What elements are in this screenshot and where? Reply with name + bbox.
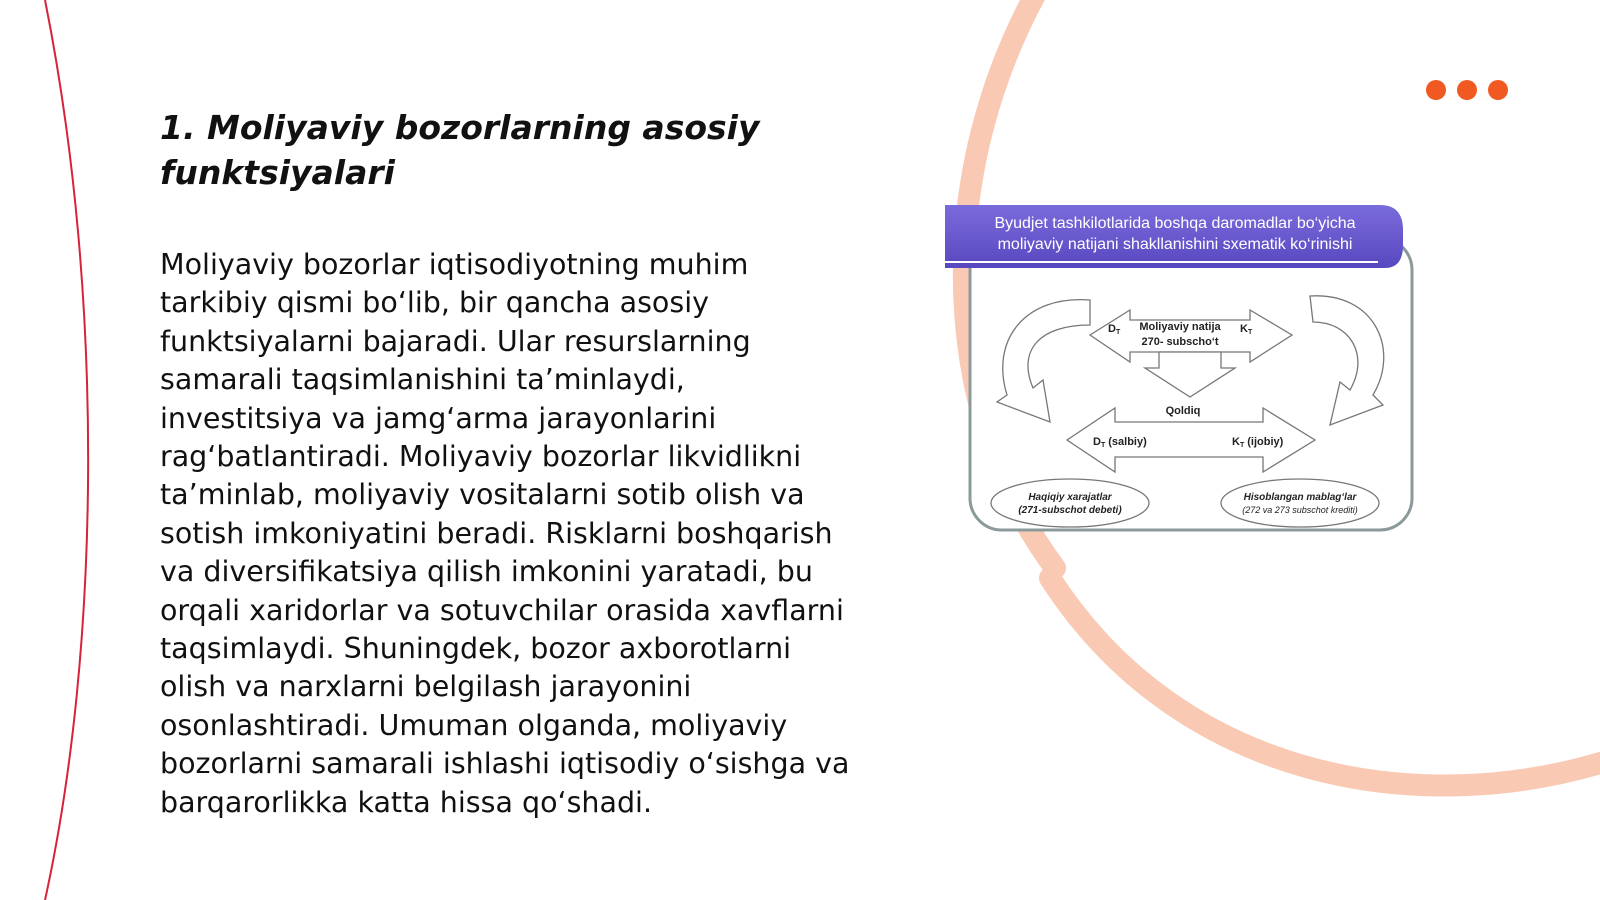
label-bottom-credit: KT (ijobiy)	[1232, 436, 1284, 449]
ellipse-left-line2: (271-subschot debeti)	[1018, 505, 1122, 516]
diagram-header-line1: Byudjet tashkilotlarida boshqa daromadlar bo‘yicha	[994, 215, 1356, 232]
diagram-header-line2: moliyaviy natijani shakllanishini sxematik ko‘rinishi	[997, 236, 1353, 253]
ellipse-accrued-funds	[1221, 479, 1379, 527]
label-top-debit: DT	[1108, 323, 1121, 336]
dot	[1457, 80, 1477, 100]
ellipse-actual-expenses	[991, 479, 1149, 527]
slide-paragraph: Moliyaviy bozorlar iqtisodiyotning muhim tarkibiy qismi bo‘lib, bir qancha asosiy funktsiyalarni bajaradi. Ular resurslarning samarali taqsimlanishini ta’minlaydi, investitsiya va jamg‘arma jarayonlarini rag‘batlantiradi. Moliyaviy bozorlar likvidlikni ta’minlab, moliyaviy vositalarni sotib olish va sotish imkoniyatini beradi. Risklarni boshqarish va diversifikatsiya qilish imkonini yaratadi, bu orqali xaridorlar va sotuvchilar orasida xavflarni taqsimlaydi. Shuningdek, bozor axborotlarni olish va narxlarni belgilash jarayonini osonlashtiradi. Umuman olganda, moliyaviy bozorlarni samarali ishlashi iqtisodiy o‘sishga va barqarorlikka katta hissa qo‘shadi.	[160, 248, 850, 819]
label-bottom-debit: DT (salbiy)	[1093, 436, 1147, 449]
slide-title: 1. Moliyaviy bozorlarning asosiy funktsiyalari	[160, 108, 760, 192]
label-top-credit: KT	[1240, 323, 1253, 336]
label-balance: Qoldiq	[1165, 405, 1201, 417]
more-dots-icon	[1426, 80, 1508, 100]
decorative-arc-lower	[1050, 578, 1600, 786]
ellipse-right-line2: (272 va 273 subschot krediti)	[1242, 505, 1358, 515]
ellipse-left-line1: Haqiqiy xarajatlar	[1028, 492, 1112, 503]
financial-result-diagram	[945, 200, 1435, 550]
dot	[1426, 80, 1446, 100]
label-result: Moliyaviy natija	[1139, 321, 1221, 333]
label-result-account: 270- subscho‘t	[1141, 336, 1219, 348]
dot	[1488, 80, 1508, 100]
left-curve-line	[45, 0, 88, 900]
ellipse-right-line1: Hisoblangan mablag‘lar	[1243, 492, 1357, 503]
